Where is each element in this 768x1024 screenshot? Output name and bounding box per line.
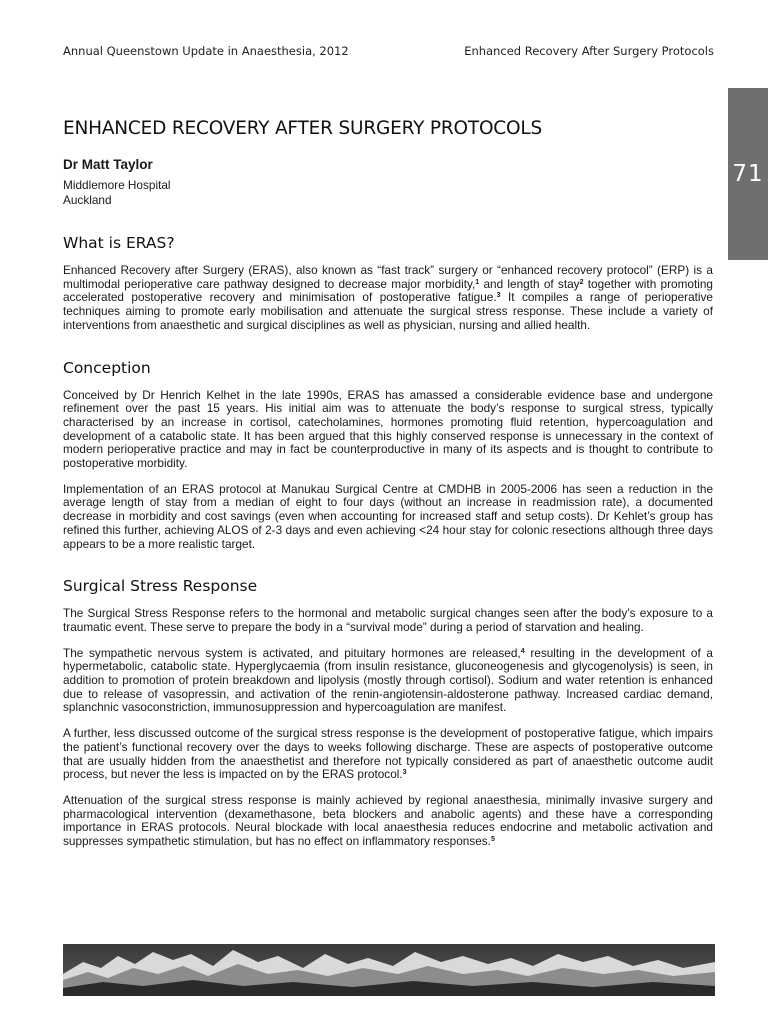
- body-paragraph: [63, 794, 713, 849]
- citation-superscript: 3: [496, 292, 501, 300]
- citation-superscript: 5: [490, 836, 495, 844]
- affiliation-line: Auckland: [63, 193, 112, 207]
- body-paragraph: [63, 647, 713, 716]
- citation-superscript: 3: [402, 769, 407, 777]
- affiliation-line: Middlemore Hospital: [63, 178, 171, 192]
- page-number: 71: [732, 161, 764, 187]
- sections-container: [63, 234, 713, 849]
- body-paragraph: [63, 483, 713, 552]
- author-affiliation: [63, 178, 713, 208]
- body-paragraph: [63, 727, 713, 782]
- text-run: It compiles a range of perioperative techniques aiming to promote early mobilisation and attenuate the surgical stress response. These include a variety of interventions from anaesthetic and surgical disciplines as well as physician, nursing and allied health.: [63, 290, 713, 332]
- text-run: Implementation of an ERAS protocol at Manukau Surgical Centre at CMDHB in 2005-2006 has seen a reduction in the average length of stay from a median of eight to four days (without an increase in readmission rate), a documented decrease in morbidity and cost savings (even when accounting for increased staff and setup costs). Dr Kehlet’s group has refined this further, achieving ALOS of 2-3 days and even achieving <24 hour stay for colonic resections although three days appears to be a more realistic target.: [63, 481, 713, 551]
- citation-superscript: 4: [520, 647, 525, 655]
- page-number-tab: [728, 88, 768, 260]
- text-run: resulting in the development of a hypermetabolic, catabolic state. Hyperglycaemia (from insulin resistance, gluconeogenesis and glycogenolysis) is seen, in addition to promotion of protein breakdown and lipolysis (mostly through cortisol). Sodium and water retention is enhanced due to release of vasopressin, and activation of the renin-angiotensin-aldosterone pathway. Increased cardiac demand, splanchnic vasoconstriction, immunosuppression and hypercoagulation are manifest.: [63, 645, 713, 715]
- text-run: The Surgical Stress Response refers to the hormonal and metabolic surgical changes seen after the body’s exposure to a traumatic event. These serve to prepare the body in a “survival mode” during a period of starvation and healing.: [63, 606, 713, 634]
- text-run: Enhanced Recovery after Surgery (ERAS), also known as “fast track” surgery or “enhanced recovery protocol” (ERP) is a multimodal perioperative care pathway designed to decrease major morbidity,: [63, 263, 713, 291]
- text-run: A further, less discussed outcome of the surgical stress response is the development of postoperative fatigue, which impairs the patient’s functional recovery over the days to weeks following discharge. These are aspects of postoperative outcome that are usually hidden from the anaesthetist and therefore not typically considered as part of anaesthetic outcome audit process, but never the less is impacted on by the ERAS protocol.: [63, 726, 713, 782]
- citation-superscript: 1: [475, 278, 480, 286]
- body-paragraph: [63, 389, 713, 471]
- body-paragraph: [63, 264, 713, 333]
- author-name: Dr Matt Taylor: [63, 157, 153, 172]
- text-run: and length of stay: [479, 276, 580, 291]
- text-run: together with promoting accelerated postoperative recovery and minimisation of postoperative fatigue.: [63, 276, 713, 305]
- section-heading: Surgical Stress Response: [63, 577, 258, 596]
- text-run: Conceived by Dr Henrich Kelhet in the late 1990s, ERAS has amassed a considerable evidence base and undergone refinement over the past 15 years. His initial aim was to attenuate the body’s response to surgical stress, typically characterised by an increase in cortisol, catecholamines, hormones promoting fluid retention, hypercoagulation and development of a catabolic state. It has been argued that this highly conserved response is unnecessary in the context of modern perioperative practice and may in fact be counterproductive in many of its aspects and is thought to contribute to postoperative morbidity.: [63, 387, 713, 471]
- running-header-left: Annual Queenstown Update in Anaesthesia, 2012: [63, 44, 349, 58]
- mountain-panorama-graphic: [63, 944, 715, 996]
- text-run: The sympathetic nervous system is activated, and pituitary hormones are released,: [63, 645, 521, 660]
- section-heading: What is ERAS?: [63, 234, 175, 252]
- running-header-right: Enhanced Recovery After Surgery Protocols: [464, 44, 714, 58]
- article-body: [63, 118, 713, 861]
- section-heading: Conception: [63, 358, 151, 377]
- body-paragraph: [63, 607, 713, 634]
- mountain-panorama-photo: [63, 944, 715, 996]
- article-title: ENHANCED RECOVERY AFTER SURGERY PROTOCOLS: [63, 118, 543, 139]
- text-run: Attenuation of the surgical stress response is mainly achieved by regional anaesthesia, minimally invasive surgery and pharmacological intervention (dexamethasone, beta blockers and anabolic agents) and these have a corresponding importance in ERAS protocols. Neural blockade with local anaesthesia reduces endocrine and metabolic activation and suppresses sympathetic stimulation, but has no effect on inflammatory responses.: [63, 792, 713, 849]
- citation-superscript: 2: [579, 278, 584, 286]
